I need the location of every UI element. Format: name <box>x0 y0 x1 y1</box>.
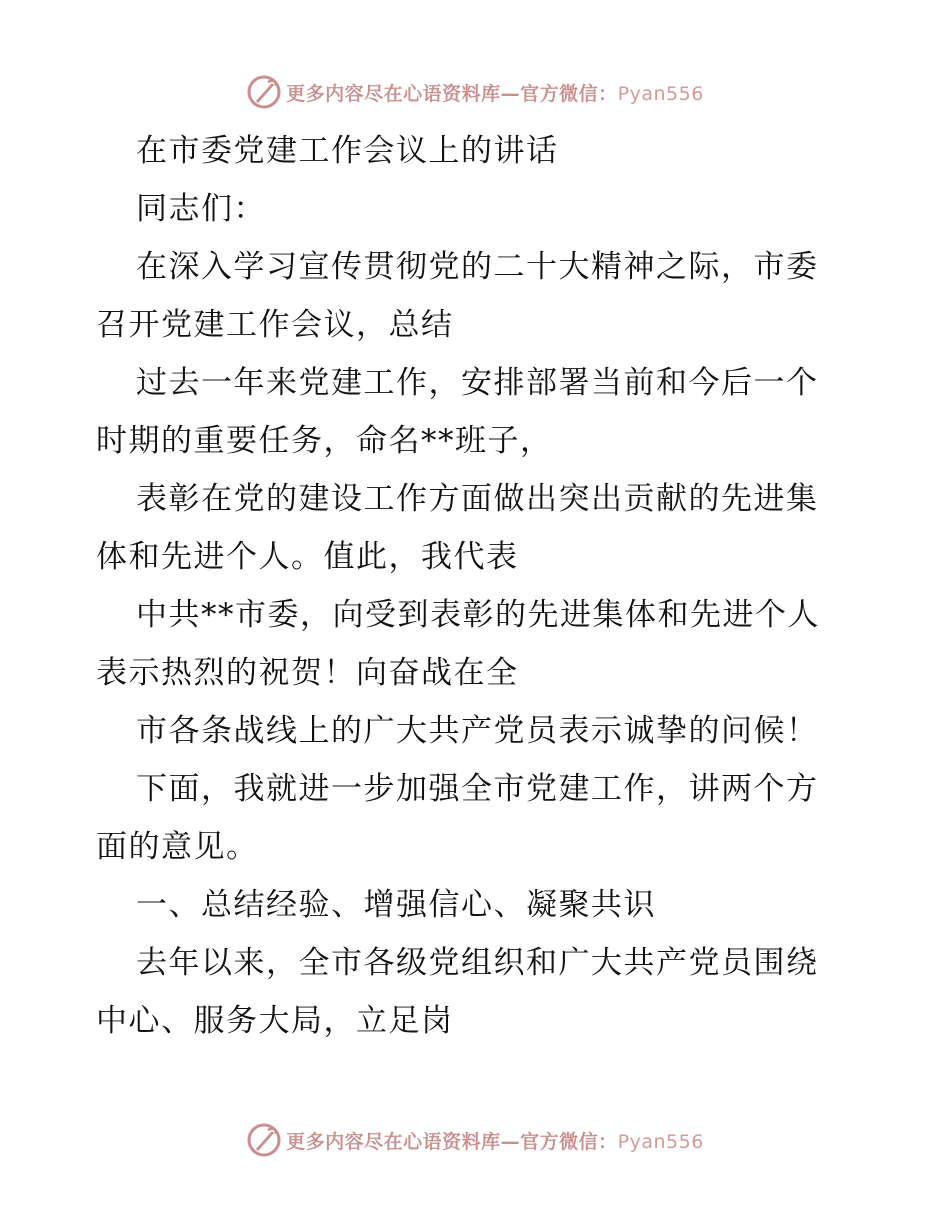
quill-pen-circle-icon <box>246 74 282 110</box>
section-heading: 一、总结经验、增强信心、凝聚共识 <box>136 887 656 923</box>
text-line: 表示热烈的祝贺！向奋战在全 <box>96 655 519 691</box>
footer-watermark <box>0 1120 950 1160</box>
text-line: 中心、服务大局，立足岗 <box>96 1003 454 1039</box>
document-body <box>96 122 856 1050</box>
text-line: 同志们： <box>136 191 266 227</box>
text-line: 下面，我就进一步加强全市党建工作，讲两个方 <box>136 771 819 807</box>
quill-pen-circle-icon <box>246 1122 282 1158</box>
text-line: 面的意见。 <box>96 829 259 865</box>
text-line: 表彰在党的建设工作方面做出突出贡献的先进集 <box>136 481 819 517</box>
text-line: 体和先进个人。值此，我代表 <box>96 539 519 575</box>
watermark-text: 更多内容尽在心语资料库—官方微信：Pyan556 <box>286 1130 704 1153</box>
text-line: 召开党建工作会议，总结 <box>96 307 454 343</box>
text-line: 去年以来，全市各级党组织和广大共产党员围绕 <box>136 945 819 981</box>
text-line: 中共**市委，向受到表彰的先进集体和先进个人 <box>136 597 820 633</box>
text-line: 过去一年来党建工作，安排部署当前和今后一个 <box>136 365 819 401</box>
document-title: 在市委党建工作会议上的讲话 <box>136 133 559 169</box>
text-line: 在深入学习宣传贯彻党的二十大精神之际，市委 <box>136 249 819 285</box>
text-line: 市各条战线上的广大共产党员表示诚挚的问候！ <box>136 713 819 749</box>
watermark-text: 更多内容尽在心语资料库—官方微信：Pyan556 <box>286 82 704 105</box>
header-watermark <box>0 72 950 112</box>
text-line: 时期的重要任务，命名**班子， <box>96 423 553 459</box>
